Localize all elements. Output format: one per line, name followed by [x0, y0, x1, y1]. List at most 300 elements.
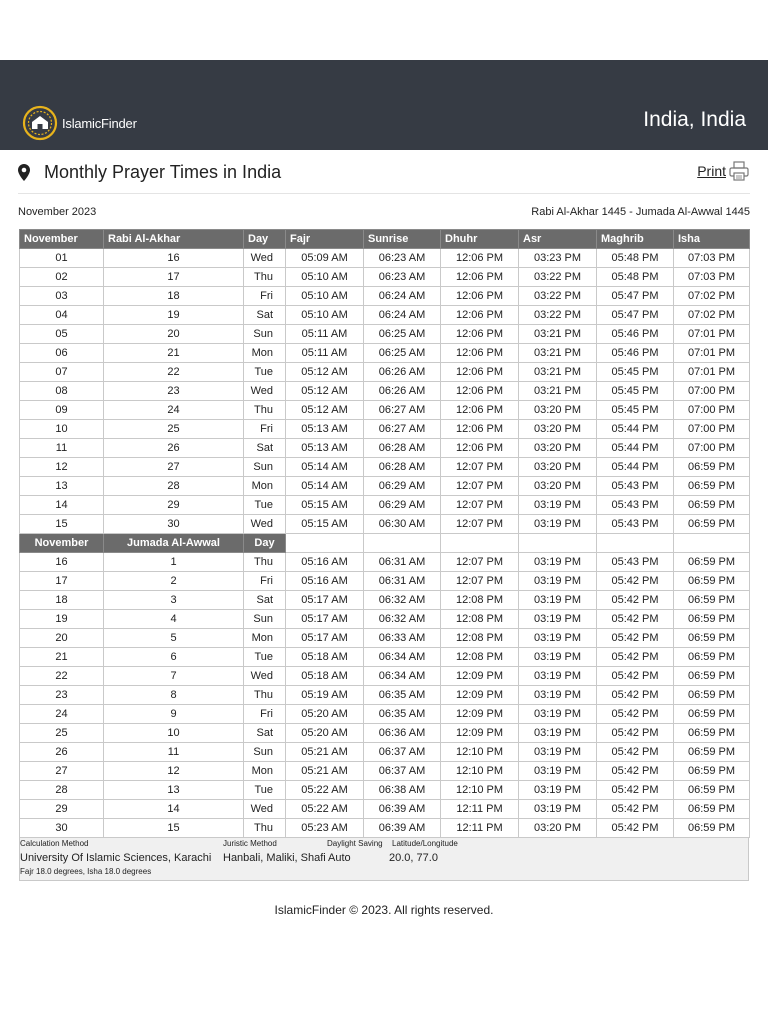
dhuhr-time-cell: 12:07 PM [441, 477, 519, 496]
gregorian-day-cell: 04 [20, 306, 104, 325]
table-row [20, 553, 750, 572]
gregorian-day-cell: 13 [20, 477, 104, 496]
gregorian-day-cell: 12 [20, 458, 104, 477]
table-row [20, 667, 750, 686]
table-body-rabi-al-akhar [20, 249, 750, 534]
isha-time-cell: 06:59 PM [674, 458, 750, 477]
isha-time-cell: 07:03 PM [674, 249, 750, 268]
isha-time-cell: 07:01 PM [674, 344, 750, 363]
gregorian-day-cell: 05 [20, 325, 104, 344]
hijri-day-cell: 4 [104, 610, 244, 629]
asr-time-cell: 03:20 PM [519, 458, 597, 477]
calc-method-value: University Of Islamic Sciences, Karachi [20, 852, 212, 864]
sunrise-time-cell: 06:28 AM [364, 439, 441, 458]
gregorian-day-cell: 19 [20, 610, 104, 629]
dhuhr-time-cell: 12:10 PM [441, 743, 519, 762]
asr-time-cell: 03:21 PM [519, 325, 597, 344]
maghrib-time-cell: 05:42 PM [597, 724, 674, 743]
weekday-cell: Sat [244, 439, 286, 458]
gregorian-day-cell: 10 [20, 420, 104, 439]
table-row [20, 382, 750, 401]
fajr-time-cell: 05:21 AM [286, 762, 364, 781]
asr-time-cell: 03:20 PM [519, 439, 597, 458]
fajr-time-cell: 05:13 AM [286, 439, 364, 458]
hijri-day-cell: 7 [104, 667, 244, 686]
asr-time-cell: 03:19 PM [519, 648, 597, 667]
asr-time-cell: 03:19 PM [519, 591, 597, 610]
table-row [20, 515, 750, 534]
table-row [20, 496, 750, 515]
maghrib-time-cell: 05:42 PM [597, 667, 674, 686]
table-row [20, 363, 750, 382]
asr-time-cell: 03:19 PM [519, 762, 597, 781]
asr-time-cell: 03:20 PM [519, 420, 597, 439]
dhuhr-time-cell: 12:07 PM [441, 553, 519, 572]
sunrise-time-cell: 06:28 AM [364, 458, 441, 477]
table-header-row [20, 230, 750, 249]
asr-time-cell: 03:19 PM [519, 724, 597, 743]
prayer-times-table [19, 229, 750, 838]
gregorian-day-cell: 03 [20, 287, 104, 306]
gregorian-day-cell: 07 [20, 363, 104, 382]
islamicfinder-logo[interactable] [22, 105, 137, 141]
hijri-day-cell: 2 [104, 572, 244, 591]
dhuhr-time-cell: 12:06 PM [441, 306, 519, 325]
dhuhr-time-cell: 12:06 PM [441, 249, 519, 268]
maghrib-time-cell: 05:42 PM [597, 762, 674, 781]
asr-time-cell: 03:22 PM [519, 306, 597, 325]
maghrib-time-cell: 05:42 PM [597, 686, 674, 705]
table-row [20, 800, 750, 819]
maghrib-time-cell: 05:42 PM [597, 705, 674, 724]
weekday-cell: Tue [244, 648, 286, 667]
hijri-day-cell: 15 [104, 819, 244, 838]
hijri-day-cell: 8 [104, 686, 244, 705]
hijri-day-cell: 11 [104, 743, 244, 762]
isha-time-cell: 07:02 PM [674, 306, 750, 325]
maghrib-time-cell: 05:42 PM [597, 610, 674, 629]
isha-time-cell: 06:59 PM [674, 724, 750, 743]
weekday-cell: Tue [244, 781, 286, 800]
fajr-time-cell: 05:16 AM [286, 572, 364, 591]
title-row [18, 160, 750, 194]
gregorian-day-cell: 26 [20, 743, 104, 762]
maghrib-time-cell: 05:42 PM [597, 781, 674, 800]
latlong-value: 20.0, 77.0 [389, 852, 438, 864]
location-title: India, India [643, 108, 746, 131]
asr-time-cell: 03:19 PM [519, 553, 597, 572]
site-header [0, 60, 768, 150]
dhuhr-time-cell: 12:07 PM [441, 572, 519, 591]
dhuhr-time-cell: 12:06 PM [441, 401, 519, 420]
sunrise-time-cell: 06:35 AM [364, 705, 441, 724]
fajr-time-cell: 05:15 AM [286, 496, 364, 515]
sunrise-time-cell: 06:34 AM [364, 648, 441, 667]
table-row [20, 724, 750, 743]
sunrise-time-cell: 06:29 AM [364, 477, 441, 496]
asr-time-cell: 03:19 PM [519, 686, 597, 705]
table-row [20, 477, 750, 496]
gregorian-day-cell: 21 [20, 648, 104, 667]
table-row [20, 458, 750, 477]
fajr-time-cell: 05:17 AM [286, 629, 364, 648]
dhuhr-time-cell: 12:11 PM [441, 800, 519, 819]
sunrise-time-cell: 06:23 AM [364, 249, 441, 268]
gregorian-day-cell: 08 [20, 382, 104, 401]
gregorian-month: November 2023 [18, 206, 97, 218]
gregorian-day-cell: 02 [20, 268, 104, 287]
isha-time-cell: 06:59 PM [674, 762, 750, 781]
weekday-cell: Mon [244, 762, 286, 781]
hijri-day-cell: 13 [104, 781, 244, 800]
gregorian-day-cell: 14 [20, 496, 104, 515]
isha-time-cell: 06:59 PM [674, 800, 750, 819]
fajr-time-cell: 05:12 AM [286, 382, 364, 401]
sunrise-time-cell: 06:27 AM [364, 420, 441, 439]
dhuhr-time-cell: 12:09 PM [441, 705, 519, 724]
maghrib-time-cell: 05:43 PM [597, 496, 674, 515]
gregorian-day-cell: 27 [20, 762, 104, 781]
weekday-cell: Sun [244, 610, 286, 629]
fajr-time-cell: 05:14 AM [286, 477, 364, 496]
dhuhr-time-cell: 12:06 PM [441, 344, 519, 363]
table-row [20, 629, 750, 648]
weekday-cell: Mon [244, 629, 286, 648]
dhuhr-time-cell: 12:06 PM [441, 382, 519, 401]
fajr-time-cell: 05:15 AM [286, 515, 364, 534]
mosque-logo-icon [22, 105, 58, 141]
maghrib-time-cell: 05:44 PM [597, 439, 674, 458]
sunrise-time-cell: 06:26 AM [364, 382, 441, 401]
header-fajr: Fajr [286, 230, 364, 249]
table-row [20, 781, 750, 800]
maghrib-time-cell: 05:48 PM [597, 268, 674, 287]
juristic-method-label: Juristic Method [223, 839, 277, 848]
weekday-cell: Sat [244, 724, 286, 743]
asr-time-cell: 03:19 PM [519, 705, 597, 724]
fajr-time-cell: 05:09 AM [286, 249, 364, 268]
maghrib-time-cell: 05:44 PM [597, 458, 674, 477]
dhuhr-time-cell: 12:09 PM [441, 686, 519, 705]
asr-time-cell: 03:21 PM [519, 382, 597, 401]
copyright: IslamicFinder © 2023. All rights reserved. [274, 903, 494, 917]
isha-time-cell: 07:00 PM [674, 382, 750, 401]
header-gregorian-day: November [20, 230, 104, 249]
table-row [20, 344, 750, 363]
weekday-cell: Thu [244, 268, 286, 287]
maghrib-time-cell: 05:47 PM [597, 287, 674, 306]
hijri-day-cell: 9 [104, 705, 244, 724]
isha-time-cell: 06:59 PM [674, 477, 750, 496]
sunrise-time-cell: 06:29 AM [364, 496, 441, 515]
sunrise-time-cell: 06:30 AM [364, 515, 441, 534]
asr-time-cell: 03:19 PM [519, 515, 597, 534]
fajr-time-cell: 05:12 AM [286, 363, 364, 382]
daylight-saving-label: Daylight Saving [327, 839, 383, 848]
asr-time-cell: 03:21 PM [519, 363, 597, 382]
maghrib-time-cell: 05:43 PM [597, 477, 674, 496]
hijri-day-cell: 28 [104, 477, 244, 496]
maghrib-time-cell: 05:47 PM [597, 306, 674, 325]
hijri-day-cell: 14 [104, 800, 244, 819]
weekday-cell: Sat [244, 306, 286, 325]
fajr-time-cell: 05:13 AM [286, 420, 364, 439]
gregorian-day-cell: 16 [20, 553, 104, 572]
logo-text: IslamicFinder [62, 115, 137, 131]
maghrib-time-cell: 05:45 PM [597, 401, 674, 420]
isha-time-cell: 07:02 PM [674, 287, 750, 306]
asr-time-cell: 03:21 PM [519, 344, 597, 363]
fajr-time-cell: 05:11 AM [286, 325, 364, 344]
asr-time-cell: 03:19 PM [519, 667, 597, 686]
sunrise-time-cell: 06:34 AM [364, 667, 441, 686]
sunrise-time-cell: 06:39 AM [364, 800, 441, 819]
header-hijri-day: Rabi Al-Akhar [104, 230, 244, 249]
sunrise-time-cell: 06:36 AM [364, 724, 441, 743]
isha-time-cell: 06:59 PM [674, 591, 750, 610]
asr-time-cell: 03:20 PM [519, 819, 597, 838]
fajr-time-cell: 05:16 AM [286, 553, 364, 572]
fajr-time-cell: 05:21 AM [286, 743, 364, 762]
weekday-cell: Thu [244, 553, 286, 572]
table-row [20, 268, 750, 287]
gregorian-day-cell: 15 [20, 515, 104, 534]
asr-time-cell: 03:23 PM [519, 249, 597, 268]
weekday-cell: Sun [244, 458, 286, 477]
maghrib-time-cell: 05:42 PM [597, 629, 674, 648]
sunrise-time-cell: 06:31 AM [364, 572, 441, 591]
sunrise-time-cell: 06:38 AM [364, 781, 441, 800]
hijri-day-cell: 25 [104, 420, 244, 439]
fajr-time-cell: 05:10 AM [286, 268, 364, 287]
isha-time-cell: 06:59 PM [674, 743, 750, 762]
isha-time-cell: 06:59 PM [674, 781, 750, 800]
asr-time-cell: 03:22 PM [519, 287, 597, 306]
hijri-day-cell: 1 [104, 553, 244, 572]
gregorian-day-cell: 25 [20, 724, 104, 743]
weekday-cell: Fri [244, 420, 286, 439]
sunrise-time-cell: 06:27 AM [364, 401, 441, 420]
weekday-cell: Wed [244, 382, 286, 401]
fajr-time-cell: 05:10 AM [286, 306, 364, 325]
hijri-day-cell: 23 [104, 382, 244, 401]
isha-time-cell: 07:00 PM [674, 420, 750, 439]
sunrise-time-cell: 06:25 AM [364, 325, 441, 344]
hijri-day-cell: 10 [104, 724, 244, 743]
gregorian-day-cell: 22 [20, 667, 104, 686]
dhuhr-time-cell: 12:06 PM [441, 420, 519, 439]
sunrise-time-cell: 06:39 AM [364, 819, 441, 838]
weekday-cell: Fri [244, 287, 286, 306]
subheader-gregorian-day: November [20, 534, 104, 553]
maghrib-time-cell: 05:42 PM [597, 572, 674, 591]
gregorian-day-cell: 23 [20, 686, 104, 705]
asr-time-cell: 03:19 PM [519, 572, 597, 591]
fajr-time-cell: 05:18 AM [286, 667, 364, 686]
fajr-time-cell: 05:23 AM [286, 819, 364, 838]
maghrib-time-cell: 05:45 PM [597, 382, 674, 401]
isha-time-cell: 06:59 PM [674, 496, 750, 515]
asr-time-cell: 03:19 PM [519, 629, 597, 648]
weekday-cell: Sun [244, 743, 286, 762]
table-row [20, 591, 750, 610]
hijri-day-cell: 16 [104, 249, 244, 268]
weekday-cell: Tue [244, 363, 286, 382]
maghrib-time-cell: 05:42 PM [597, 800, 674, 819]
calc-method-label: Calculation Method [20, 839, 89, 848]
calculation-settings [19, 838, 749, 881]
header-isha: Isha [674, 230, 750, 249]
hijri-day-cell: 26 [104, 439, 244, 458]
calc-method-detail: Fajr 18.0 degrees, Isha 18.0 degrees [20, 867, 152, 876]
isha-time-cell: 06:59 PM [674, 667, 750, 686]
weekday-cell: Tue [244, 496, 286, 515]
fajr-time-cell: 05:19 AM [286, 686, 364, 705]
header-asr: Asr [519, 230, 597, 249]
fajr-time-cell: 05:18 AM [286, 648, 364, 667]
hijri-day-cell: 3 [104, 591, 244, 610]
header-maghrib: Maghrib [597, 230, 674, 249]
hijri-day-cell: 6 [104, 648, 244, 667]
page-title: Monthly Prayer Times in India [44, 162, 282, 182]
hijri-day-cell: 27 [104, 458, 244, 477]
print-label: Print [697, 163, 726, 179]
fajr-time-cell: 05:10 AM [286, 287, 364, 306]
hijri-day-cell: 21 [104, 344, 244, 363]
dhuhr-time-cell: 12:06 PM [441, 268, 519, 287]
table-row [20, 686, 750, 705]
hijri-day-cell: 24 [104, 401, 244, 420]
isha-time-cell: 06:59 PM [674, 648, 750, 667]
asr-time-cell: 03:22 PM [519, 268, 597, 287]
sunrise-time-cell: 06:24 AM [364, 287, 441, 306]
gregorian-day-cell: 29 [20, 800, 104, 819]
isha-time-cell: 07:00 PM [674, 439, 750, 458]
isha-time-cell: 07:01 PM [674, 363, 750, 382]
gregorian-day-cell: 09 [20, 401, 104, 420]
print-button[interactable] [697, 160, 750, 182]
hijri-day-cell: 30 [104, 515, 244, 534]
sunrise-time-cell: 06:37 AM [364, 762, 441, 781]
fajr-time-cell: 05:22 AM [286, 800, 364, 819]
sunrise-time-cell: 06:32 AM [364, 591, 441, 610]
sunrise-time-cell: 06:24 AM [364, 306, 441, 325]
dhuhr-time-cell: 12:06 PM [441, 325, 519, 344]
dhuhr-time-cell: 12:07 PM [441, 515, 519, 534]
weekday-cell: Mon [244, 477, 286, 496]
gregorian-day-cell: 06 [20, 344, 104, 363]
table-row [20, 439, 750, 458]
header-weekday: Day [244, 230, 286, 249]
asr-time-cell: 03:19 PM [519, 800, 597, 819]
sunrise-time-cell: 06:37 AM [364, 743, 441, 762]
maghrib-time-cell: 05:44 PM [597, 420, 674, 439]
weekday-cell: Thu [244, 686, 286, 705]
map-pin-icon [18, 164, 30, 181]
header-sunrise: Sunrise [364, 230, 441, 249]
dhuhr-time-cell: 12:09 PM [441, 724, 519, 743]
weekday-cell: Thu [244, 401, 286, 420]
weekday-cell: Fri [244, 705, 286, 724]
subheader-hijri-day: Jumada Al-Awwal [104, 534, 244, 553]
subheader-weekday: Day [244, 534, 286, 553]
dhuhr-time-cell: 12:08 PM [441, 591, 519, 610]
fajr-time-cell: 05:22 AM [286, 781, 364, 800]
fajr-time-cell: 05:14 AM [286, 458, 364, 477]
isha-time-cell: 06:59 PM [674, 705, 750, 724]
maghrib-time-cell: 05:43 PM [597, 515, 674, 534]
hijri-day-cell: 18 [104, 287, 244, 306]
dhuhr-time-cell: 12:08 PM [441, 610, 519, 629]
daylight-saving-value: Auto [328, 852, 351, 864]
weekday-cell: Thu [244, 819, 286, 838]
dhuhr-time-cell: 12:10 PM [441, 762, 519, 781]
fajr-time-cell: 05:17 AM [286, 591, 364, 610]
sunrise-time-cell: 06:35 AM [364, 686, 441, 705]
fajr-time-cell: 05:11 AM [286, 344, 364, 363]
isha-time-cell: 06:59 PM [674, 819, 750, 838]
hijri-day-cell: 12 [104, 762, 244, 781]
asr-time-cell: 03:20 PM [519, 401, 597, 420]
gregorian-day-cell: 30 [20, 819, 104, 838]
table-row [20, 648, 750, 667]
dhuhr-time-cell: 12:11 PM [441, 819, 519, 838]
weekday-cell: Wed [244, 800, 286, 819]
printer-icon [728, 160, 750, 182]
table-row [20, 325, 750, 344]
table-row [20, 572, 750, 591]
maghrib-time-cell: 05:46 PM [597, 344, 674, 363]
gregorian-day-cell: 11 [20, 439, 104, 458]
isha-time-cell: 07:01 PM [674, 325, 750, 344]
table-row [20, 249, 750, 268]
header-dhuhr: Dhuhr [441, 230, 519, 249]
maghrib-time-cell: 05:48 PM [597, 249, 674, 268]
sunrise-time-cell: 06:32 AM [364, 610, 441, 629]
maghrib-time-cell: 05:43 PM [597, 553, 674, 572]
table-row [20, 287, 750, 306]
dhuhr-time-cell: 12:06 PM [441, 363, 519, 382]
hijri-day-cell: 17 [104, 268, 244, 287]
isha-time-cell: 07:00 PM [674, 401, 750, 420]
hijri-months: Rabi Al-Akhar 1445 - Jumada Al-Awwal 1445 [531, 206, 750, 218]
dhuhr-time-cell: 12:08 PM [441, 648, 519, 667]
maghrib-time-cell: 05:42 PM [597, 743, 674, 762]
table-row [20, 705, 750, 724]
weekday-cell: Wed [244, 667, 286, 686]
isha-time-cell: 06:59 PM [674, 515, 750, 534]
weekday-cell: Wed [244, 249, 286, 268]
weekday-cell: Mon [244, 344, 286, 363]
maghrib-time-cell: 05:42 PM [597, 819, 674, 838]
asr-time-cell: 03:19 PM [519, 610, 597, 629]
weekday-cell: Wed [244, 515, 286, 534]
gregorian-day-cell: 01 [20, 249, 104, 268]
weekday-cell: Sun [244, 325, 286, 344]
dhuhr-time-cell: 12:07 PM [441, 496, 519, 515]
fajr-time-cell: 05:20 AM [286, 705, 364, 724]
maghrib-time-cell: 05:42 PM [597, 648, 674, 667]
gregorian-day-cell: 17 [20, 572, 104, 591]
isha-time-cell: 06:59 PM [674, 572, 750, 591]
hijri-day-cell: 22 [104, 363, 244, 382]
fajr-time-cell: 05:12 AM [286, 401, 364, 420]
maghrib-time-cell: 05:46 PM [597, 325, 674, 344]
isha-time-cell: 06:59 PM [674, 629, 750, 648]
hijri-day-cell: 20 [104, 325, 244, 344]
subheader-row [20, 534, 750, 553]
isha-time-cell: 06:59 PM [674, 610, 750, 629]
